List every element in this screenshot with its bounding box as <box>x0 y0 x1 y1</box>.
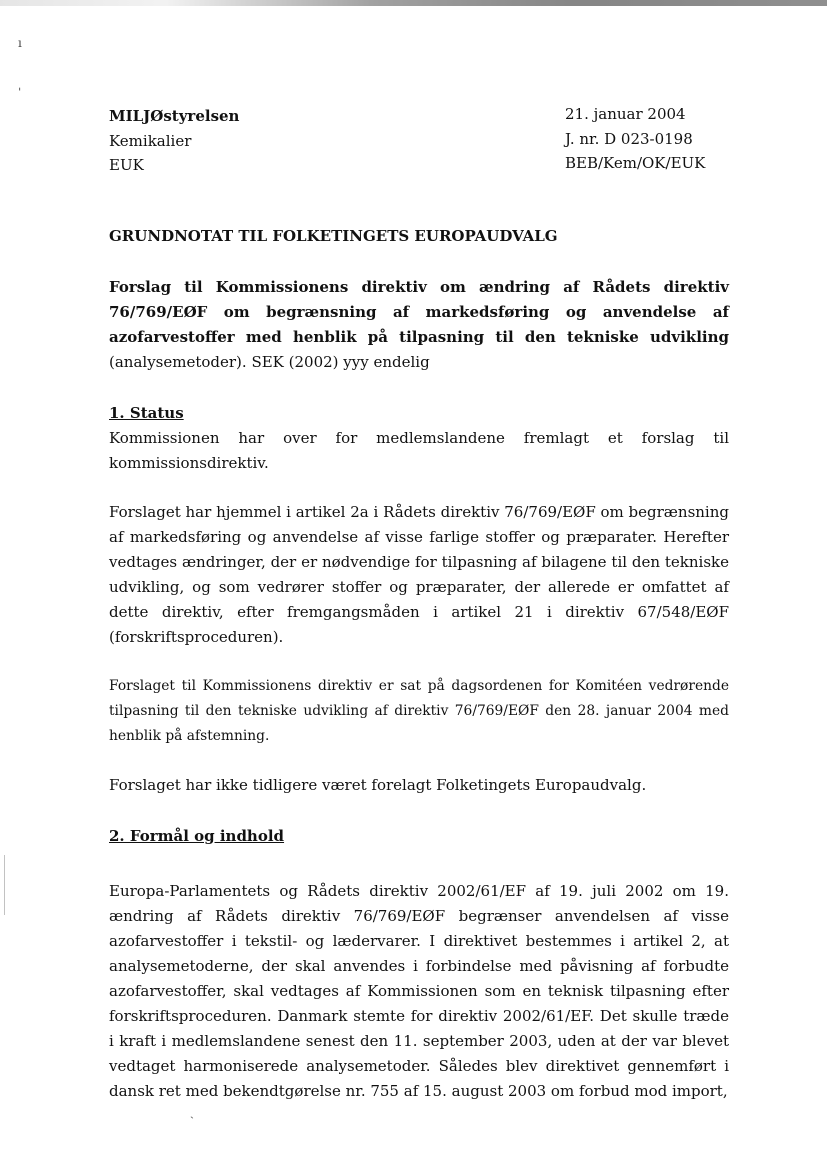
scan-speck: ı <box>18 36 22 50</box>
org-name: MILJØstyrelsen <box>109 107 240 125</box>
status-paragraph-3: Forslaget til Kommissionens direktiv er sat på dagsordenen for Komitéen vedrørende tilpasning til den tekniske udvikling af direktiv 76/769/EØF den 28. januar 2004 med henblik på afstemning. <box>109 678 729 744</box>
section-heading-status: 1. Status <box>109 404 184 422</box>
department: Kemikalier <box>109 131 192 150</box>
unit: EUK <box>109 156 144 174</box>
document-title: GRUNDNOTAT TIL FOLKETINGETS EUROPAUDVALG <box>109 227 558 245</box>
status-paragraph-1: Kommissionen har over for medlemslandene fremlagt et forslag til kommissionsdirektiv. <box>109 429 729 472</box>
status-paragraph-2: Forslaget har hjemmel i artikel 2a i Rådets direktiv 76/769/EØF om begrænsning af markedsføring og anvendelse af visse farlige stoffer og præparater. Herefter vedtages ændringer, der er nødvendige for tilpasning af bilagene til den tekniske udvikling, og som vedrører stoffer og præparater, der allerede er omfattet af dette direktiv, efter fremgangsmåden i artikel 21 i direktiv 67/548/EØF (forskriftsproceduren). <box>109 503 729 646</box>
reference-code: BEB/Kem/OK/EUK <box>565 154 706 172</box>
journal-number: J. nr. D 023-0198 <box>565 129 693 148</box>
scan-speck: ˏ <box>190 1105 194 1119</box>
subject-bold: Forslag til Kommissionens direktiv om ændring af Rådets direktiv 76/769/EØF om begrænsning af markedsføring og anvendelse af azofarvestoffer med henblik på tilpasning til den tekniske udvikling <box>109 278 729 346</box>
subject-paragraph <box>109 275 729 375</box>
scan-speck: ˌ <box>18 78 22 92</box>
letterhead <box>109 98 729 178</box>
purpose-paragraph-1: Europa-Parlamentets og Rådets direktiv 2002/61/EF af 19. juli 2002 om 19. ændring af Rådets direktiv 76/769/EØF begrænser anvendelsen af visse azofarvestoffer i tekstil- og lædervarer. I direktivet bestemmes i artikel 2, at analysemetoderne, der skal anvendes i forbindelse med påvisning af forbudte azofarvestoffer, skal vedtages af Kommissionen som en teknisk tilpasning efter forskriftsproceduren. Danmark stemte for direktiv 2002/61/EF. Det skulle træde i kraft i medlemslandene senest den 11. september 2003, uden at der var blevet vedtaget harmoniserede analysemetoder. Således blev direktivet gennemført i dansk ret med bekendtgørelse nr. 755 af 15. august 2003 om forbud mod import, <box>109 882 729 1100</box>
section-heading-purpose: 2. Formål og indhold <box>109 827 285 845</box>
scan-edge-left <box>4 855 5 915</box>
reference-block <box>565 102 705 176</box>
document-date: 21. januar 2004 <box>565 105 686 123</box>
subject-normal: (analysemetoder). SEK (2002) yyy endelig <box>109 353 430 371</box>
status-paragraph-4: Forslaget har ikke tidligere været forelagt Folketingets Europaudvalg. <box>109 776 647 794</box>
document-page <box>109 98 729 1104</box>
scan-edge-top <box>0 0 827 6</box>
sender-block <box>109 104 239 178</box>
